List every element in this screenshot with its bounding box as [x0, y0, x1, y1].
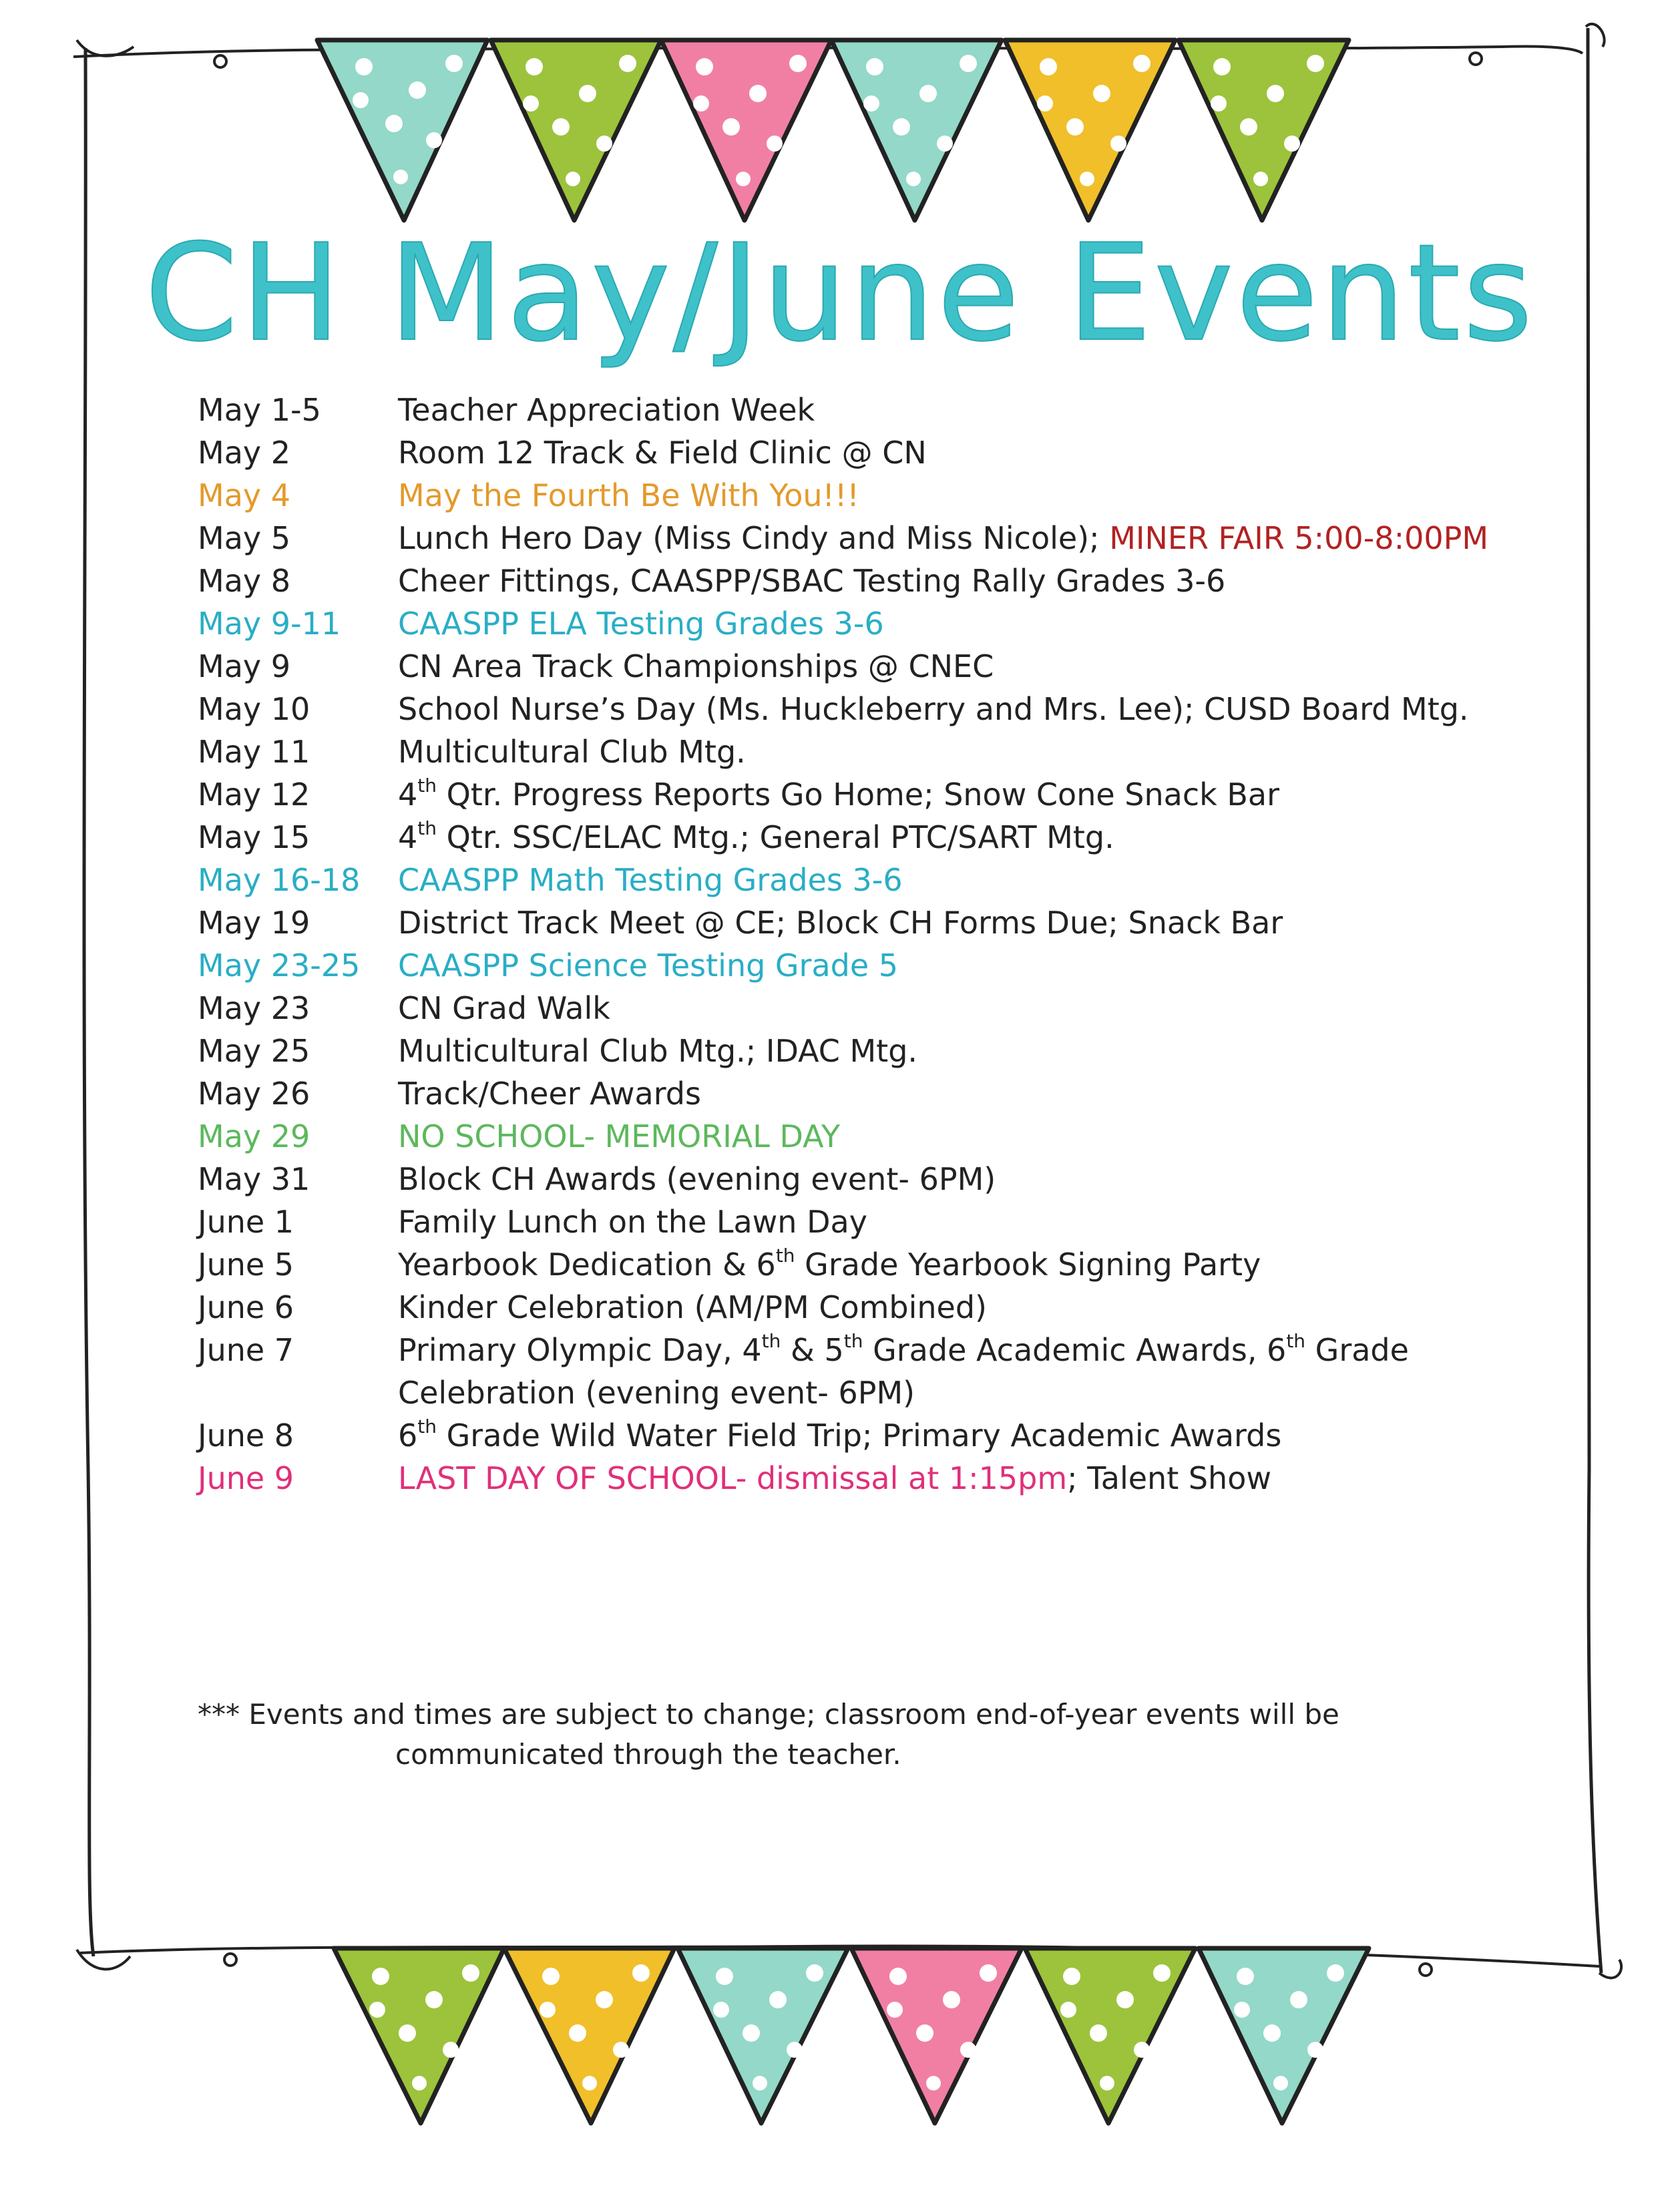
event-row	[198, 474, 1533, 517]
event-row	[198, 560, 1533, 602]
event-description: Cheer Fittings, CAASPP/SBAC Testing Rally Grades 3-6	[398, 563, 1226, 599]
pennant-flag	[1179, 40, 1349, 220]
events-list	[198, 389, 1533, 1500]
event-description: CN Area Track Championships @ CNEC	[398, 648, 994, 684]
event-row	[198, 1115, 1533, 1158]
event-date: May 23-25	[198, 947, 361, 983]
ordinal-suffix: th	[417, 1415, 437, 1438]
ordinal-number: 4	[398, 819, 418, 855]
event-date: June 8	[198, 1417, 294, 1454]
event-text: Grade Academic Awards, 6	[863, 1332, 1287, 1368]
event-date: May 11	[198, 734, 310, 770]
event-date: May 25	[198, 1033, 310, 1069]
event-description: Room 12 Track & Field Clinic @ CN	[398, 435, 927, 471]
event-description	[398, 1243, 1533, 1286]
event-date: May 1-5	[198, 392, 321, 428]
event-description: Multicultural Club Mtg.	[398, 734, 746, 770]
event-row	[198, 1030, 1533, 1072]
event-date: May 26	[198, 1076, 310, 1112]
ordinal-suffix: th	[775, 1244, 795, 1267]
ordinal-suffix: th	[417, 817, 437, 839]
event-description: Kinder Celebration (AM/PM Combined)	[398, 1289, 987, 1325]
event-date: June 1	[198, 1204, 294, 1240]
pennant-flag	[1025, 1948, 1195, 2123]
event-date: May 2	[198, 435, 290, 471]
event-row	[198, 859, 1533, 901]
event-description: CAASPP Math Testing Grades 3-6	[398, 862, 903, 898]
event-date: May 12	[198, 777, 310, 813]
event-description	[398, 1414, 1533, 1457]
event-text: Yearbook Dedication & 6	[398, 1247, 776, 1283]
event-row	[198, 1286, 1533, 1329]
top-pennant-banner	[317, 40, 1349, 220]
event-text: & 5	[781, 1332, 844, 1368]
event-date: June 7	[198, 1332, 294, 1368]
footnote-line-1: *** Events and times are subject to change; classroom end-of-year events will be	[198, 1698, 1339, 1731]
event-description	[398, 1457, 1533, 1500]
event-text: Primary Olympic Day, 4	[398, 1332, 762, 1368]
event-row	[198, 1329, 1533, 1414]
event-highlight: MINER FAIR 5:00-8:00PM	[1109, 520, 1489, 556]
event-text: Lunch Hero Day (Miss Cindy and Miss Nicole);	[398, 520, 1110, 556]
event-description: Multicultural Club Mtg.; IDAC Mtg.	[398, 1033, 918, 1069]
event-row	[198, 730, 1533, 773]
pennant-flag	[1005, 40, 1175, 220]
event-description: School Nurse’s Day (Ms. Huckleberry and Mrs. Lee); CUSD Board Mtg.	[398, 691, 1469, 727]
footnote	[198, 1695, 1400, 1775]
event-date: May 4	[198, 477, 290, 513]
event-text: Grade Wild Water Field Trip; Primary Academic Awards	[437, 1417, 1282, 1454]
event-row	[198, 987, 1533, 1030]
event-row	[198, 901, 1533, 944]
ordinal-suffix: th	[417, 774, 437, 797]
event-row	[198, 1158, 1533, 1200]
event-row	[198, 1243, 1533, 1286]
event-description	[398, 816, 1533, 859]
ordinal-number: 4	[398, 777, 418, 813]
pennant-flag	[317, 40, 487, 220]
event-date: May 15	[198, 819, 310, 855]
pennant-flag	[334, 1948, 504, 2123]
event-description: Block CH Awards (evening event- 6PM)	[398, 1161, 996, 1197]
pennant-flag	[661, 40, 831, 220]
event-text: Grade Celebration (evening event- 6PM)	[398, 1332, 1409, 1411]
event-row	[198, 1200, 1533, 1243]
event-description: Track/Cheer Awards	[398, 1076, 701, 1112]
bottom-pennant-banner	[334, 1948, 1369, 2123]
event-date: June 9	[198, 1460, 294, 1496]
event-description: May the Fourth Be With You!!!	[398, 477, 859, 513]
ordinal-suffix: th	[843, 1329, 863, 1352]
event-row	[198, 645, 1533, 688]
pennant-flag	[491, 40, 661, 220]
event-date: May 23	[198, 990, 310, 1026]
event-row	[198, 773, 1533, 816]
event-date: June 6	[198, 1289, 294, 1325]
event-description: Family Lunch on the Lawn Day	[398, 1204, 867, 1240]
event-date: May 29	[198, 1118, 310, 1154]
ordinal-suffix: th	[761, 1329, 781, 1352]
event-row	[198, 431, 1533, 474]
event-row	[198, 1414, 1533, 1457]
ordinal-number: 6	[398, 1417, 418, 1454]
event-description: CN Grad Walk	[398, 990, 610, 1026]
event-date: May 10	[198, 691, 310, 727]
event-date: May 9	[198, 648, 290, 684]
event-description	[398, 1329, 1533, 1414]
event-row	[198, 517, 1533, 560]
pennant-flag	[831, 40, 1002, 220]
event-date: May 19	[198, 905, 310, 941]
event-row	[198, 1072, 1533, 1115]
event-description	[398, 517, 1533, 560]
event-row	[198, 389, 1533, 431]
pennant-flag	[851, 1948, 1022, 2123]
event-date: May 16-18	[198, 862, 361, 898]
event-description: District Track Meet @ CE; Block CH Forms Due; Snack Bar	[398, 905, 1283, 941]
event-date: May 8	[198, 563, 290, 599]
pennant-flag	[678, 1948, 848, 2123]
event-text: Qtr. SSC/ELAC Mtg.; General PTC/SART Mtg.	[437, 819, 1114, 855]
event-description: Teacher Appreciation Week	[398, 392, 815, 428]
pennant-flag	[504, 1948, 674, 2123]
event-row	[198, 816, 1533, 859]
event-date: May 31	[198, 1161, 310, 1197]
event-row	[198, 944, 1533, 987]
event-description: NO SCHOOL- MEMORIAL DAY	[398, 1118, 841, 1154]
event-date: June 5	[198, 1247, 294, 1283]
pennant-flag	[1199, 1948, 1369, 2123]
footnote-line-2: communicated through the teacher.	[395, 1738, 901, 1771]
event-description: CAASPP ELA Testing Grades 3-6	[398, 606, 884, 642]
event-date: May 9-11	[198, 606, 341, 642]
ordinal-suffix: th	[1286, 1329, 1306, 1352]
event-row	[198, 1457, 1533, 1500]
event-text: ; Talent Show	[1067, 1460, 1271, 1496]
event-date: May 5	[198, 520, 290, 556]
event-text: Grade Yearbook Signing Party	[795, 1247, 1261, 1283]
event-highlight: LAST DAY OF SCHOOL- dismissal at 1:15pm	[398, 1460, 1068, 1496]
event-text: Qtr. Progress Reports Go Home; Snow Cone Snack Bar	[437, 777, 1280, 813]
event-description: CAASPP Science Testing Grade 5	[398, 947, 899, 983]
page-title: CH May/June Events	[144, 216, 1536, 371]
event-row	[198, 602, 1533, 645]
event-description	[398, 773, 1533, 816]
event-row	[198, 688, 1533, 730]
